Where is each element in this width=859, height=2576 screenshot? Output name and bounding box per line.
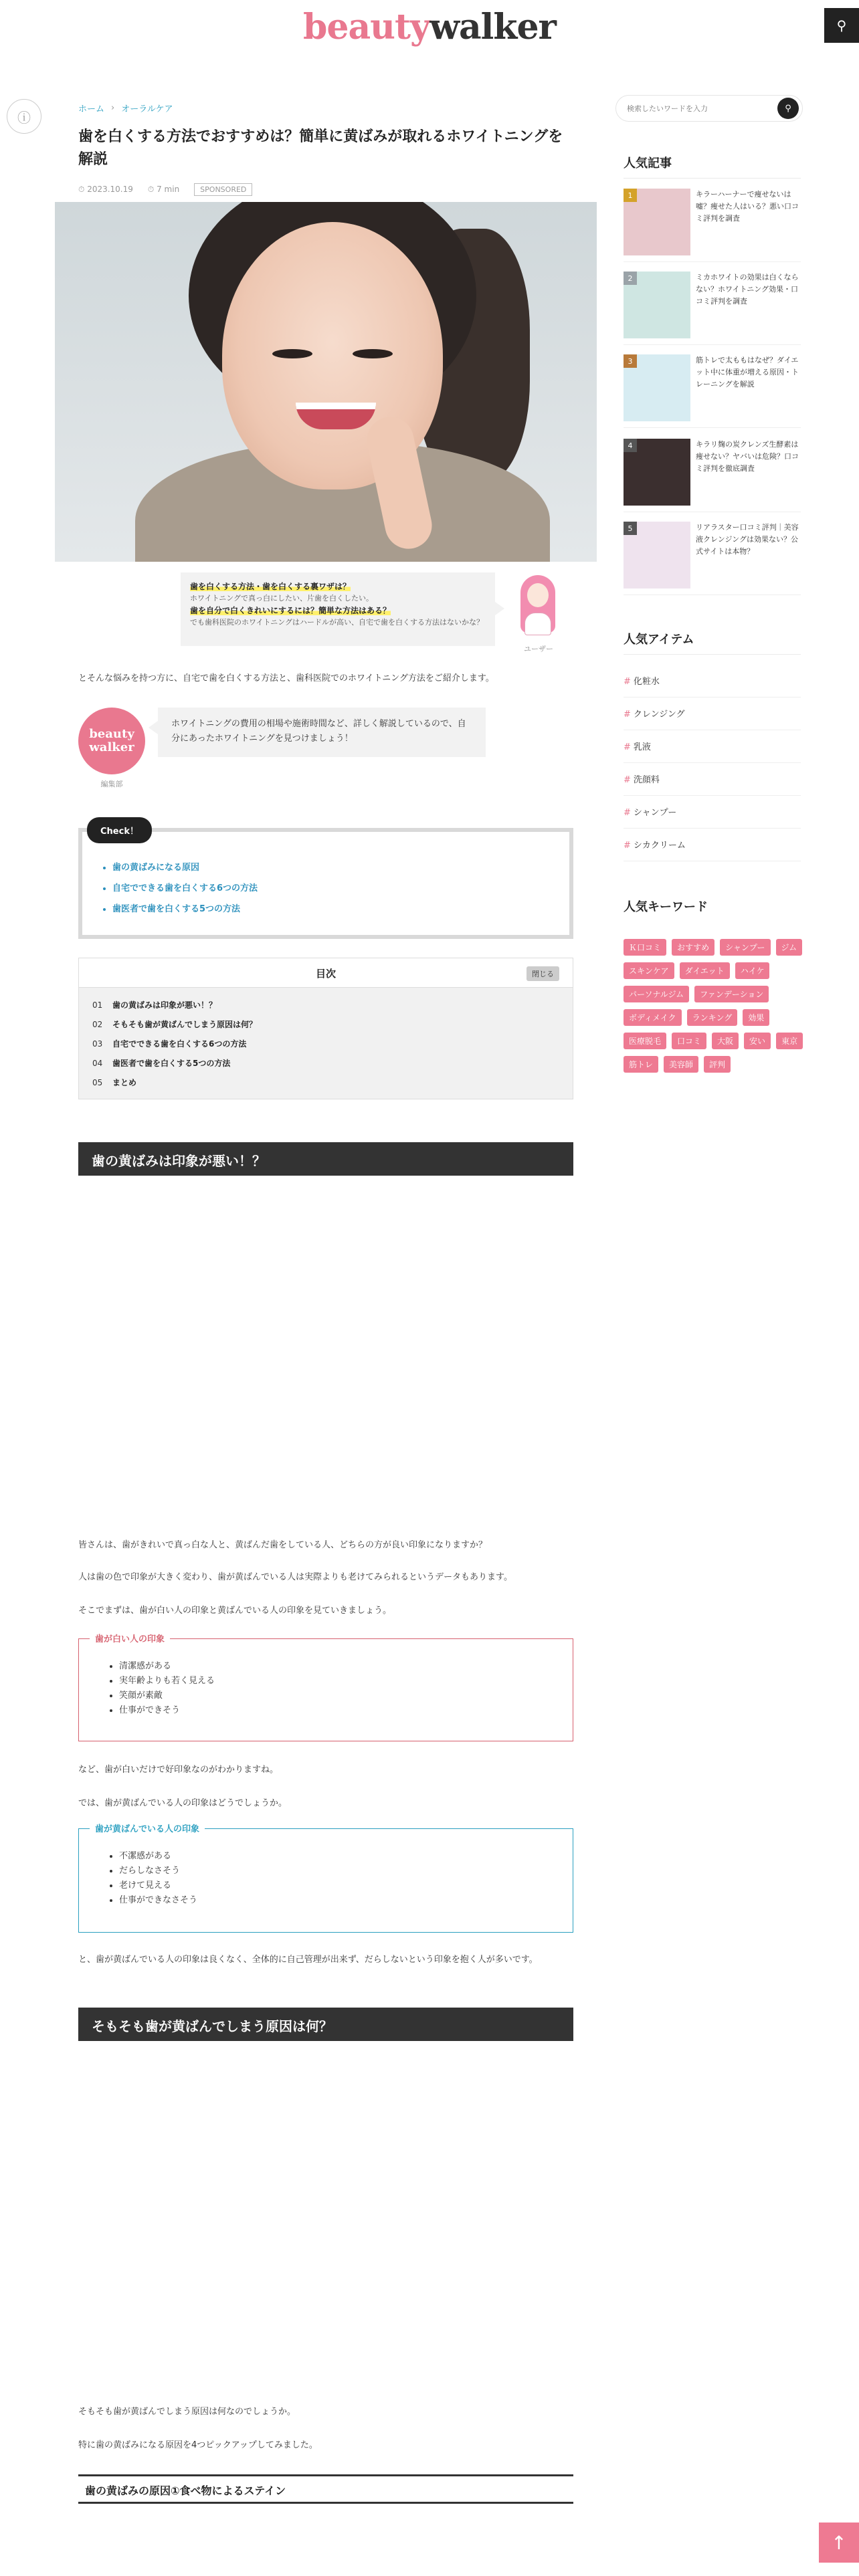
rank-badge: 2 <box>624 272 637 285</box>
article-title-link[interactable]: リアラスター口コミ評判｜美容液クレンジングは効果ない？公式サイトは本物？ <box>696 523 799 556</box>
article-title-link[interactable]: キラーハーナーで痩せないは嘘？痩せた人はいる？悪い口コミ評判を調査 <box>696 190 799 223</box>
white-impression-label: 歯が白い人の印象 <box>90 1632 170 1644</box>
toc-num: 03 <box>92 1039 103 1049</box>
white-impression-box <box>78 1634 573 1741</box>
popular-item-label: シャンプー <box>633 808 677 818</box>
breadcrumb-home[interactable]: ホーム <box>78 104 105 114</box>
sponsored-badge: SPONSORED <box>194 183 252 196</box>
toc-text: まとめ <box>112 1078 137 1087</box>
article-date: ⏱ 2023.10.19 <box>78 185 133 194</box>
toc-text: 歯の黄ばみは印象が悪い！？ <box>112 1000 217 1010</box>
search-button[interactable] <box>777 98 799 119</box>
question-2-sub: でも歯科医院のホワイトニングはハードルが高い、自宅で歯を白くする方法はないかな？ <box>190 618 484 627</box>
popular-item-label: 洗顔料 <box>633 775 660 785</box>
article-title: 歯を白くする方法でおすすめは？簡単に黄ばみが取れるホワイトニングを解説 <box>78 128 563 168</box>
keyword-tag[interactable]: 東京 <box>776 1033 803 1049</box>
editor-bubble-arrow <box>149 721 158 734</box>
section2-h3: 歯の黄ばみの原因①食べ物によるステイン <box>78 2474 573 2504</box>
popular-article-5[interactable] <box>624 522 801 595</box>
hash-icon: # <box>624 742 631 752</box>
rank-badge: 1 <box>624 189 637 202</box>
keyword-tag[interactable]: おすすめ <box>672 939 714 956</box>
toc-item[interactable] <box>92 1054 559 1073</box>
arrow-up-icon: ↑ <box>831 2531 847 2554</box>
article-read-time: ⏱ 7 min <box>147 185 180 194</box>
editor-avatar <box>78 708 145 774</box>
popular-items-list <box>624 665 801 861</box>
header-search-button[interactable] <box>824 8 859 43</box>
keyword-tag[interactable]: 安い <box>744 1033 771 1049</box>
rank-badge: 4 <box>624 439 637 452</box>
breadcrumb-category[interactable]: オーラルケア <box>121 104 173 114</box>
section1-p3: そこでまずは、歯が白い人の印象と黄ばんでいる人の印象を見ていきましょう。 <box>78 1606 392 1616</box>
editor-logo-line2: walker <box>89 740 134 754</box>
article-read-time-text: 7 min <box>157 185 180 194</box>
section2-heading: そもそも歯が黄ばんでしまう原因は何？ <box>78 2008 573 2041</box>
hero-image <box>55 202 597 562</box>
article-meta <box>78 183 252 196</box>
editor-name: 編集部 <box>100 780 123 788</box>
list-item: • 老けて見える <box>119 1879 573 1893</box>
popular-article-1[interactable] <box>624 189 801 262</box>
user-avatar <box>514 572 561 639</box>
keyword-tag[interactable]: ダイエット <box>680 962 730 979</box>
popular-item[interactable] <box>624 697 801 730</box>
popular-item-label: シカクリーム <box>633 841 686 851</box>
toc-item[interactable] <box>92 1035 559 1054</box>
check-item[interactable]: • 歯の黄ばみになる原因 <box>112 857 258 878</box>
toc-item[interactable] <box>92 1073 559 1093</box>
hash-icon: # <box>624 710 631 720</box>
check-item[interactable]: • 自宅でできる歯を白くする6つの方法 <box>112 878 258 899</box>
section1-p4: など、歯が白いだけで好印象なのがわかりますね。 <box>78 1765 279 1775</box>
popular-articles-heading: 人気記事 <box>624 154 801 179</box>
yellow-impression-box <box>78 1824 573 1933</box>
user-label: ユーザー <box>524 645 553 653</box>
check-item[interactable]: • 歯医者で歯を白くする5つの方法 <box>112 899 258 920</box>
toc-title: 目次 <box>315 968 336 980</box>
keyword-cloud <box>624 939 804 1073</box>
keyword-tag[interactable]: スキンケア <box>624 962 674 979</box>
keyword-tag[interactable]: 大阪 <box>712 1033 739 1049</box>
keyword-tag[interactable]: ランキング <box>687 1009 738 1026</box>
page-top-button[interactable] <box>819 2523 859 2563</box>
list-item: • 実年齢よりも若く見える <box>119 1674 573 1689</box>
keyword-tag[interactable]: パーソナルジム <box>624 986 689 1002</box>
yellow-impression-label: 歯が黄ばんでいる人の印象 <box>90 1822 205 1834</box>
article-date-text: 2023.10.19 <box>87 185 133 194</box>
keyword-tag[interactable]: 評判 <box>704 1056 731 1073</box>
popular-keywords-heading: 人気キーワード <box>624 900 708 914</box>
keyword-tag[interactable]: ハイケ <box>735 962 770 979</box>
keyword-tag[interactable]: ジム <box>776 939 803 956</box>
section2-p2: 特に歯の黄ばみになる原因を4つピックアップしてみました。 <box>78 2440 318 2450</box>
keyword-tag[interactable]: 効果 <box>743 1009 769 1026</box>
editor-logo-line1: beauty <box>89 727 134 741</box>
table-of-contents <box>78 958 573 1099</box>
list-item: • 仕事ができそう <box>119 1703 573 1718</box>
search-icon: ⚲ <box>836 17 847 33</box>
article-title-link[interactable]: キラリ麹の炭クレンズ生酵素は痩せない？ヤバいは危険？口コミ評判を徹底調査 <box>696 440 799 473</box>
popular-item[interactable] <box>624 829 801 861</box>
site-logo[interactable] <box>0 7 859 47</box>
toc-item[interactable] <box>92 996 559 1015</box>
side-info-icon[interactable]: ⓘ <box>7 99 41 134</box>
intro-text: とそんな悩みを持つ方に、自宅で歯を白くする方法と、歯科医院でのホワイトニング方法をご紹介します。 <box>78 673 494 683</box>
breadcrumb-separator: › <box>111 103 115 113</box>
popular-item-label: クレンジング <box>633 710 685 720</box>
list-item: • 不潔感がある <box>119 1849 573 1864</box>
keyword-tag[interactable]: Ｋ口コミ <box>624 939 666 956</box>
popular-article-3[interactable] <box>624 354 801 428</box>
speech-arrow <box>495 602 504 615</box>
check-label: Check！ <box>87 817 152 843</box>
toc-close-button[interactable]: 閉じる <box>527 966 559 981</box>
keyword-tag[interactable]: 美容師 <box>664 1056 698 1073</box>
breadcrumb <box>78 102 173 114</box>
popular-items-heading: 人気アイテム <box>624 630 801 655</box>
search-input[interactable] <box>615 95 803 122</box>
popular-item-label: 乳液 <box>633 742 651 752</box>
section1-heading: 歯の黄ばみは印象が悪い！？ <box>78 1142 573 1176</box>
keyword-tag[interactable]: ボディメイク <box>624 1009 682 1026</box>
search-icon: ⚲ <box>785 103 791 114</box>
keyword-tag[interactable]: 医療脱毛 <box>624 1033 666 1049</box>
toc-item[interactable] <box>92 1015 559 1035</box>
list-item: • 仕事ができなさそう <box>119 1893 573 1908</box>
hash-icon: # <box>624 775 631 785</box>
section1-p5: では、歯が黄ばんでいる人の印象はどうでしょうか。 <box>78 1798 288 1808</box>
popular-item[interactable] <box>624 665 801 697</box>
editor-comment: ホワイトニングの費用の相場や施術時間など、詳しく解説しているので、自分にあったホワイトニングを見つけましょう！ <box>158 708 486 757</box>
hash-icon: # <box>624 677 631 687</box>
list-item: • 清潔感がある <box>119 1659 573 1674</box>
section1-p6: と、歯が黄ばんでいる人の印象は良くなく、全体的に自己管理が出来ず、だらしないという印象を抱く人が多いです。 <box>78 1955 538 1965</box>
toc-num: 05 <box>92 1078 103 1087</box>
toc-text: 自宅でできる歯を白くする6つの方法 <box>112 1039 247 1049</box>
article-title-link[interactable]: ミカホワイトの効果は白くならない？ホワイトニング効果・口コミ評判を調査 <box>696 273 799 306</box>
user-question-bubble <box>181 572 495 646</box>
popular-item[interactable] <box>624 730 801 763</box>
question-1-sub: ホワイトニングで真っ白にしたい、片歯を白くしたい。 <box>190 594 374 603</box>
article-title-link[interactable]: 筋トレで太ももはなぜ？ダイエット中に体重が増える原因・トレーニングを解説 <box>696 356 799 389</box>
keyword-tag[interactable]: 口コミ <box>672 1033 706 1049</box>
logo-part-walker: walker <box>430 7 556 47</box>
section1-p1: 皆さんは、歯がきれいで真っ白な人と、黄ばんだ歯をしている人、どちらの方が良い印象になりますか？ <box>78 1540 488 1550</box>
popular-item[interactable] <box>624 796 801 829</box>
list-item: • 笑顔が素敵 <box>119 1689 573 1703</box>
popular-item[interactable] <box>624 763 801 796</box>
keyword-tag[interactable]: ファンデーション <box>694 986 769 1002</box>
hash-icon: # <box>624 841 631 851</box>
section2-p1: そもそも歯が黄ばんでしまう原因は何なのでしょうか。 <box>78 2407 296 2417</box>
list-item: • だらしなさそう <box>119 1864 573 1879</box>
toc-text: 歯医者で歯を白くする5つの方法 <box>112 1059 231 1068</box>
logo-part-beauty: beauty <box>303 7 430 47</box>
section1-p2: 人は歯の色で印象が大きく変わり、歯が黄ばんでいる人は実際よりも老けてみられるというデータもあります。 <box>78 1572 512 1582</box>
check-list <box>99 857 258 920</box>
rank-badge: 5 <box>624 522 637 535</box>
toc-num: 04 <box>92 1059 103 1068</box>
popular-article-2[interactable] <box>624 272 801 345</box>
toc-num: 01 <box>92 1000 103 1010</box>
popular-article-4[interactable] <box>624 439 801 512</box>
popular-item-label: 化粧水 <box>633 677 660 687</box>
question-1: 歯を白くする方法・歯を白くする裏ワザは？ <box>190 582 351 591</box>
question-2: 歯を自分で白くきれいにするには？簡単な方法はある？ <box>190 606 391 615</box>
keyword-tag[interactable]: 筋トレ <box>624 1056 658 1073</box>
keyword-tag[interactable]: シャンプー <box>720 939 770 956</box>
toc-text: そもそも歯が黄ばんでしまう原因は何？ <box>112 1020 258 1029</box>
hash-icon: # <box>624 808 631 818</box>
rank-badge: 3 <box>624 354 637 368</box>
toc-num: 02 <box>92 1020 103 1029</box>
